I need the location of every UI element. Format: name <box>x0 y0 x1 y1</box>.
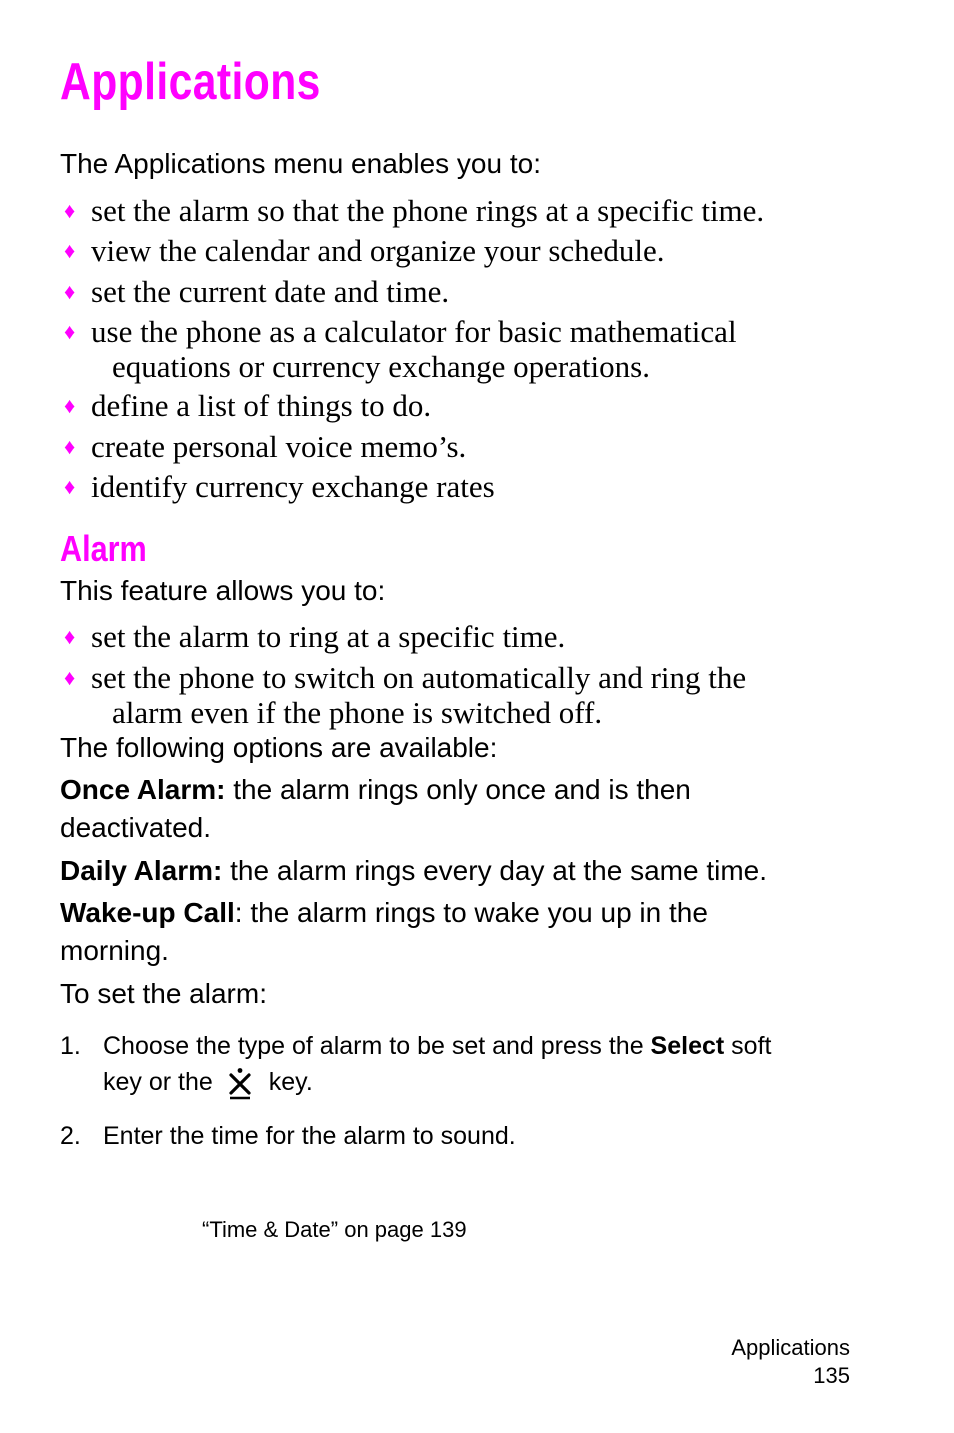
diamond-bullet-icon: ♦ <box>64 198 76 223</box>
diamond-bullet-icon: ♦ <box>64 393 76 418</box>
footer <box>731 1334 850 1390</box>
options-intro-text: The following options are available: <box>60 732 498 763</box>
select-key-icon <box>223 1066 257 1100</box>
list-item: ♦ set the alarm so that the phone rings at a specific time. <box>64 193 765 228</box>
wake-up-call-option: Wake-up Call: the alarm rings to wake you up in the morning. <box>60 897 708 966</box>
diamond-bullet-icon: ♦ <box>64 279 76 304</box>
alarm-bullet-list <box>64 619 924 730</box>
list-item: ♦ set the current date and time. <box>64 274 450 309</box>
intro-text: The Applications menu enables you to: <box>60 148 541 179</box>
to-set-text: To set the alarm: <box>60 978 267 1009</box>
applications-bullet-list <box>64 193 924 509</box>
diamond-bullet-icon: ♦ <box>64 319 76 344</box>
step-1-text: Choose the type of alarm to be set and press the Select soft key or the key. <box>103 1028 903 1100</box>
diamond-bullet-icon: ♦ <box>64 434 76 459</box>
wake-up-call-label: Wake-up Call <box>60 897 235 928</box>
alarm-intro-text: This feature allows you to: <box>60 575 386 606</box>
list-item: ♦ set the phone to switch on automatically and ring the alarm even if the phone is switched off. <box>64 660 747 730</box>
list-item: ♦ set the alarm to ring at a specific time. <box>64 619 566 654</box>
list-item: ♦ create personal voice memo’s. <box>64 429 467 464</box>
list-item: ♦ identify currency exchange rates <box>64 469 495 504</box>
cross-reference-link[interactable]: “Time & Date” on page 139 <box>202 1217 467 1242</box>
list-item: ♦ use the phone as a calculator for basic mathematical equations or currency exchange operations. <box>64 314 737 384</box>
select-key-label: Select <box>650 1032 725 1060</box>
once-alarm-option: Once Alarm: the alarm rings only once and is then deactivated. <box>60 774 691 843</box>
diamond-bullet-icon: ♦ <box>64 474 76 499</box>
daily-alarm-option: Daily Alarm: the alarm rings every day at the same time. <box>60 855 768 886</box>
page-number: 135 <box>813 1363 850 1388</box>
page-title: Applications <box>60 53 321 111</box>
footer-section-name: Applications <box>731 1335 850 1360</box>
diamond-bullet-icon: ♦ <box>64 665 76 690</box>
list-item: ♦ view the calendar and organize your schedule. <box>64 233 665 268</box>
diamond-bullet-icon: ♦ <box>64 238 76 263</box>
section-heading-alarm: Alarm <box>60 528 147 569</box>
diamond-bullet-icon: ♦ <box>64 624 76 649</box>
list-item: ♦ define a list of things to do. <box>64 388 432 423</box>
step-2-number: 2. <box>60 1122 81 1150</box>
step-2-text: Enter the time for the alarm to sound. <box>103 1122 516 1150</box>
once-alarm-label: Once Alarm: <box>60 774 226 805</box>
daily-alarm-label: Daily Alarm: <box>60 855 223 886</box>
step-1-number: 1. <box>60 1032 81 1060</box>
